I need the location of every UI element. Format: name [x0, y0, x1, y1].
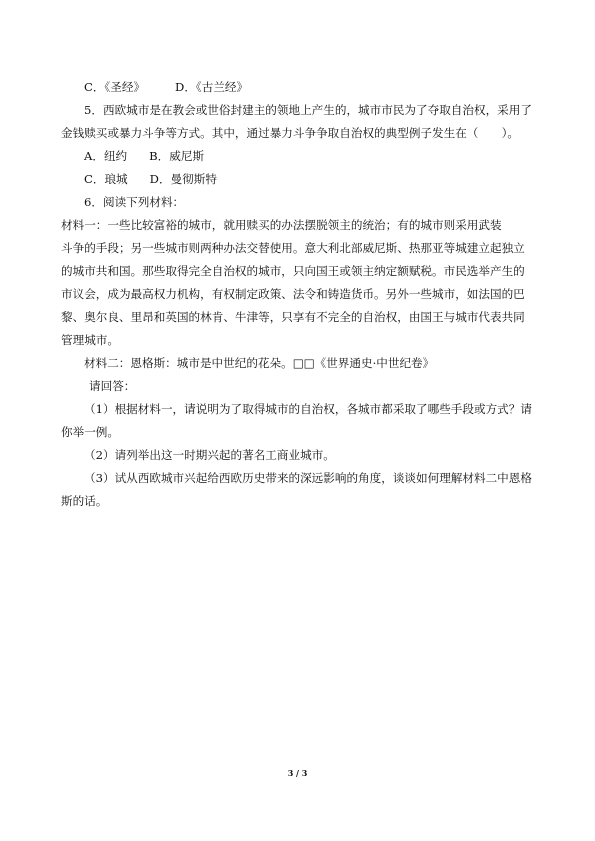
q5-stem-line-1: 5．西欧城市是在教会或世俗封建主的领地上产生的，城市市民为了夺取自治权，采用了 [84, 103, 532, 117]
q5-options-row-2 [61, 168, 539, 191]
q6-sub1-line-1: （1）根据材料一，请说明为了取得城市的自治权，各城市都采取了哪些手段或方式？请 [84, 402, 532, 416]
q5-option-a: A．纽约 [84, 149, 128, 163]
q6-material1-line-4: 市议会，成为最高权力机构，有权制定政策、法令和铸造货币。另外一些城市，如法国的巴 [61, 287, 525, 301]
q6-material1-line-6: 管理城市。 [61, 333, 119, 347]
page-number: 3 / 3 [287, 768, 308, 778]
q6-prompt: 请回答： [89, 379, 136, 393]
q6-material2: 材料二：恩格斯：城市是中世纪的花朵。□□《世界通史·中世纪卷》 [84, 356, 435, 370]
q6-intro: 6．阅读下列材料： [84, 195, 185, 209]
page-content [61, 76, 539, 513]
q6-sub3-line-2: 斯的话。 [61, 494, 108, 508]
q6-sub2: （2）请列举出这一时期兴起的著名工商业城市。 [84, 448, 335, 462]
q6-material1-line-1: 材料一：一些比较富裕的城市，就用赎买的办法摆脱领主的统治；有的城市则采用武装 [61, 218, 502, 232]
q6-sub3-line-1: （3）试从西欧城市兴起给西欧历史带来的深远影响的角度，谈谈如何理解材料二中恩格 [84, 471, 532, 485]
q4-options-row [61, 76, 539, 99]
q4-option-d: D．《古兰经》 [175, 80, 249, 94]
q5-option-d: D．曼彻斯特 [149, 172, 217, 186]
q6-material1-line-3: 的城市共和国。那些取得完全自治权的城市，只向国王或领主纳定额赋税。市民选举产生的 [61, 264, 525, 278]
q5-options-row-1 [61, 145, 539, 168]
q6-material1-line-2: 斗争的手段；另一些城市则两种办法交替使用。意大利北部威尼斯、热那亚等城建立起独立 [61, 241, 525, 255]
q5-option-c: C．琅城 [84, 172, 128, 186]
q6-sub1-line-2: 你举一例。 [61, 425, 119, 439]
q4-option-c: C．《圣经》 [84, 80, 146, 94]
q6-material1-line-5: 黎、奥尔良、里昂和英国的林肯、牛津等，只享有不完全的自治权，由国王与城市代表共同 [61, 310, 525, 324]
q5-stem-line-2: 金钱赎买或暴力斗争等方式。其中，通过暴力斗争争取自治权的典型例子发生在（ ）。 [61, 126, 519, 140]
q5-option-b: B．威尼斯 [149, 149, 205, 163]
